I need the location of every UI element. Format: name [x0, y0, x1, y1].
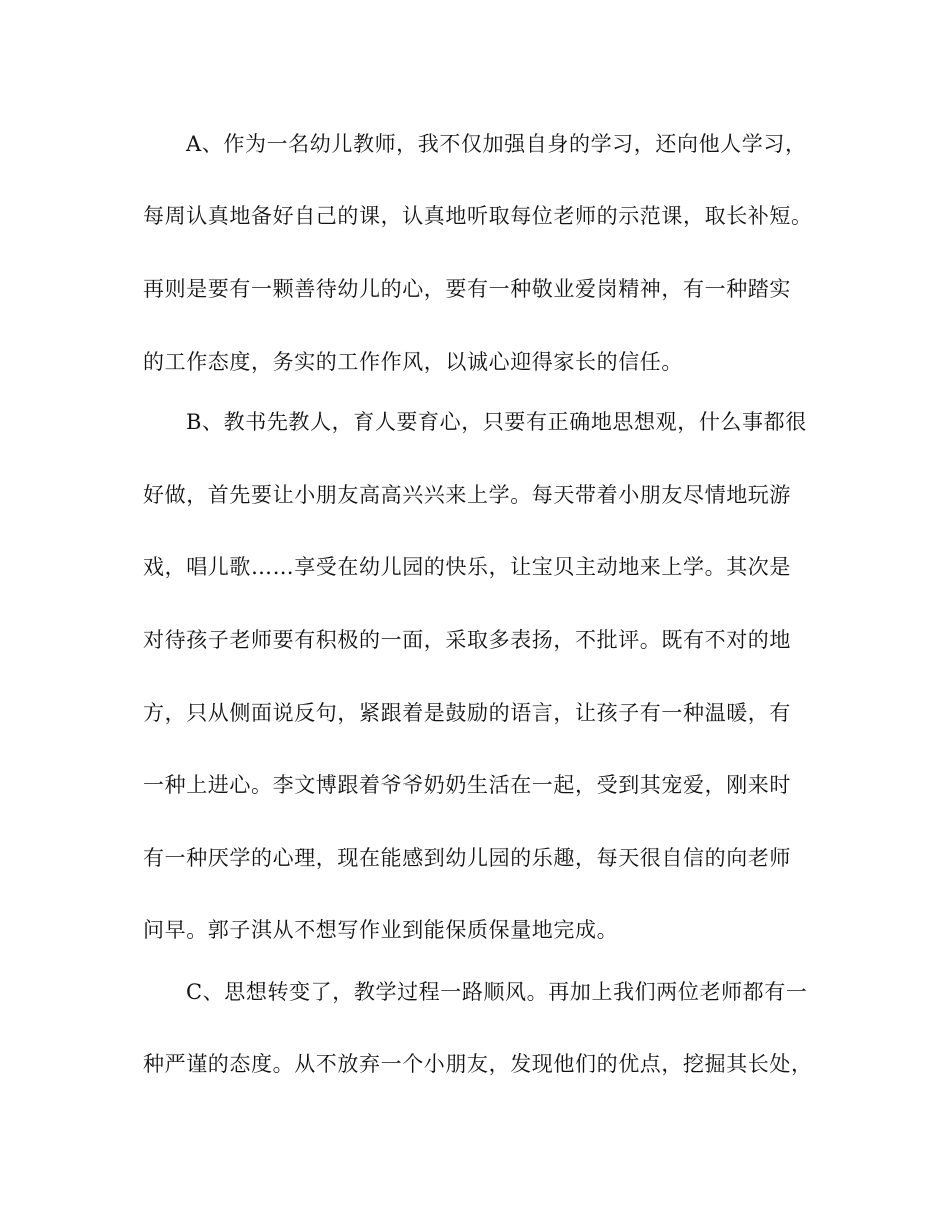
- paragraph-a-line-4: 的工作态度，务实的工作作风，以诚心迎得家长的信任。: [143, 350, 683, 374]
- paragraph-b-line-5: 方，只从侧面说反句，紧跟着是鼓励的语言，让孩子有一种温暖，有: [143, 701, 791, 725]
- paragraph-b-line-7: 有一种厌学的心理，现在能感到幼儿园的乐趣，每天很自信的向老师: [143, 846, 791, 870]
- paragraph-b-line-4: 对待孩子老师要有积极的一面，采取多表扬，不批评。既有不对的地: [143, 628, 791, 652]
- paragraph-a-line-2: 每周认真地备好自己的课，认真地听取每位老师的示范课，取长补短。: [143, 204, 813, 228]
- paragraph-b-line-2: 好做，首先要让小朋友高高兴兴来上学。每天带着小朋友尽情地玩游: [143, 483, 791, 507]
- paragraph-c-line-1: C、思想转变了，教学过程一路顺风。再加上我们两位老师都有一: [186, 980, 808, 1004]
- paragraph-b-line-8: 问早。郭子淇从不想写作业到能保质保量地完成。: [143, 918, 619, 942]
- paragraph-c-line-2: 种严谨的态度。从不放弃一个小朋友，发现他们的优点，挖掘其长处，: [143, 1052, 813, 1076]
- paragraph-b-line-6: 一种上进心。李文博跟着爷爷奶奶生活在一起，受到其宠爱，刚来时: [143, 773, 791, 797]
- paragraph-b-line-3: 戏，唱儿歌……享受在幼儿园的快乐，让宝贝主动地来上学。其次是: [143, 555, 791, 579]
- paragraph-a-line-1: A、作为一名幼儿教师，我不仅加强自身的学习，还向他人学习，: [186, 132, 807, 156]
- paragraph-b-line-1: B、教书先教人，育人要育心，只要有正确地思想观，什么事都很: [186, 410, 807, 434]
- paragraph-a-line-3: 再则是要有一颗善待幼儿的心，要有一种敬业爱岗精神，有一种踏实: [143, 277, 791, 301]
